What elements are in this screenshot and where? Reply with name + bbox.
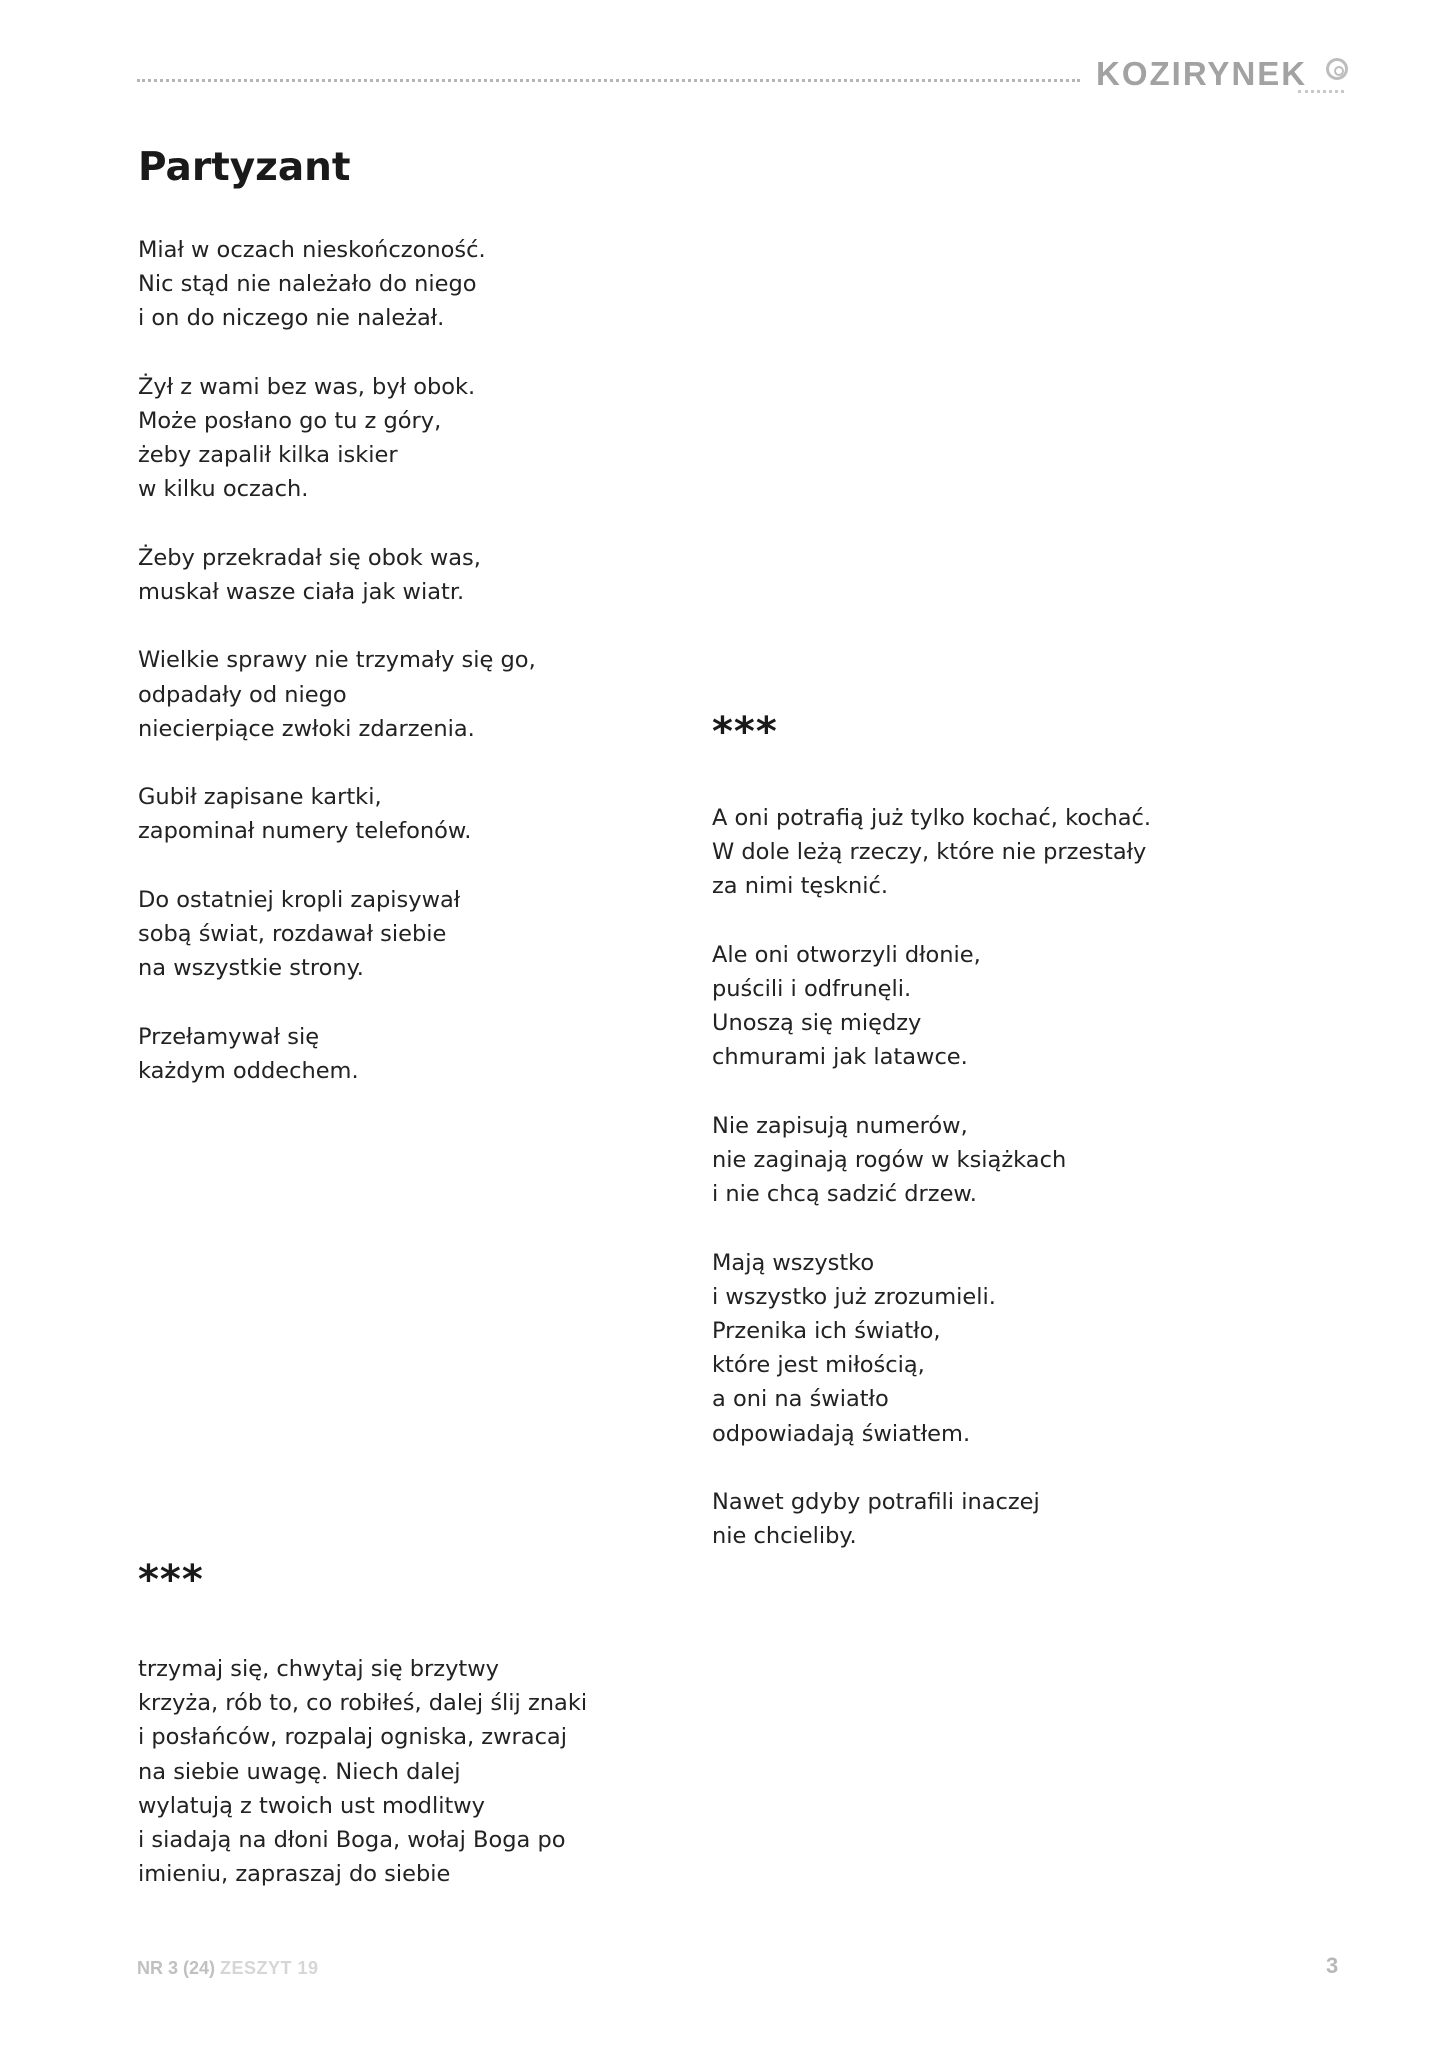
poem-line: Mają wszystko <box>712 1249 875 1276</box>
poem-line: Miał w oczach nieskończoność. <box>138 237 486 263</box>
poem-stanza <box>712 938 1151 1075</box>
poem-line: nie chcieliby. <box>712 1523 857 1550</box>
issue-number: NR 3 (24) <box>137 1958 216 1978</box>
page-number: 3 <box>1326 1953 1339 1978</box>
poem-line: imieniu, zapraszaj do siebie <box>138 1861 451 1888</box>
poem-line: A oni potrafią już tylko kochać, kochać. <box>712 805 1152 831</box>
poem-title-asterisks: *** <box>138 1557 204 1603</box>
poem-line: Ale oni otworzyli dłonie, <box>712 941 981 968</box>
poem-line: i posłańców, rozpalaj ogniska, zwracaj <box>138 1724 567 1751</box>
poem-stanza <box>712 1109 1151 1212</box>
poem-line: Do ostatniej kropli zapisywał <box>138 886 461 913</box>
poem-line: Przenika ich światło, <box>712 1318 941 1344</box>
poem-line: Wielkie sprawy nie trzymały się go, <box>138 647 536 674</box>
poem-stanza <box>712 1246 1151 1451</box>
poem-line: zapominał numery telefonów. <box>138 818 472 845</box>
gear-icon <box>1326 58 1348 80</box>
poem-partyzant <box>138 233 536 1088</box>
header-dotted-rule <box>137 79 1080 82</box>
poem-line: Może posłano go tu z góry, <box>138 408 442 434</box>
poem-line: Nie zapisują numerów, <box>712 1112 968 1139</box>
magazine-logo: KOZIRYNEK <box>1096 55 1308 92</box>
poem-line: Przełamywał się <box>138 1023 320 1050</box>
poem-stanza <box>138 233 536 336</box>
poem-line: odpowiadają światłem. <box>712 1420 971 1447</box>
poem-line: a oni na światło <box>712 1386 889 1413</box>
poem-line: i on do niczego nie należał. <box>138 305 445 332</box>
poem-stanza <box>138 1020 536 1088</box>
poem-line: Unoszą się między <box>712 1010 922 1037</box>
poem-title: Partyzant <box>138 145 351 190</box>
poem-line: na siebie uwagę. Niech dalej <box>138 1758 461 1785</box>
poem-line: każdym oddechem. <box>138 1057 359 1084</box>
zeszyt-label: ZESZYT 19 <box>220 1958 319 1978</box>
poem-title-asterisks: *** <box>712 709 778 755</box>
poem-line: trzymaj się, chwytaj się brzytwy <box>138 1656 499 1682</box>
poem-stanza <box>712 801 1151 904</box>
logo-underline-dots <box>1298 90 1344 93</box>
poem-stanza <box>138 883 536 986</box>
poem-line: Gubił zapisane kartki, <box>138 784 382 811</box>
poem-line: Żył z wami bez was, był obok. <box>138 373 476 400</box>
poem-line: Żeby przekradał się obok was, <box>138 544 481 571</box>
poem-stanza <box>138 541 536 609</box>
poem-line: żeby zapalił kilka iskier <box>138 442 398 469</box>
poem-stanza <box>138 643 536 746</box>
poem-line: odpadały od niego <box>138 681 347 708</box>
poem-line: sobą świat, rozdawał siebie <box>138 920 447 947</box>
poem-line: i wszystko już zrozumieli. <box>712 1283 996 1310</box>
poem-line: na wszystkie strony. <box>138 955 364 982</box>
poem-line: Nic stąd nie należało do niego <box>138 271 477 298</box>
poem-line: muskał wasze ciała jak wiatr. <box>138 579 465 605</box>
poem-oni <box>712 801 1151 1553</box>
poem-stanza <box>138 1652 587 1891</box>
poem-line: które jest miłością, <box>712 1352 925 1379</box>
issue-footer <box>137 1956 319 1980</box>
poem-line: niecierpiące zwłoki zdarzenia. <box>138 715 475 742</box>
poem-line: i nie chcą sadzić drzew. <box>712 1181 977 1208</box>
poem-line: nie zaginają rogów w książkach <box>712 1147 1067 1173</box>
poem-line: Nawet gdyby potrafili inaczej <box>712 1489 1040 1515</box>
poem-line: wylatują z twoich ust modlitwy <box>138 1792 485 1819</box>
poem-trzymaj <box>138 1652 587 1891</box>
poem-line: krzyża, rób to, co robiłeś, dalej ślij znaki <box>138 1690 588 1717</box>
poem-line: w kilku oczach. <box>138 476 309 503</box>
poem-stanza <box>712 1485 1151 1553</box>
poem-line: puścili i odfrunęli. <box>712 976 912 1002</box>
poem-stanza <box>138 780 536 848</box>
poem-stanza <box>138 370 536 507</box>
poem-line: i siadają na dłoni Boga, wołaj Boga po <box>138 1827 566 1854</box>
poem-line: chmurami jak latawce. <box>712 1044 968 1071</box>
poem-line: W dole leżą rzeczy, które nie przestały <box>712 839 1147 866</box>
poem-line: za nimi tęsknić. <box>712 873 889 900</box>
